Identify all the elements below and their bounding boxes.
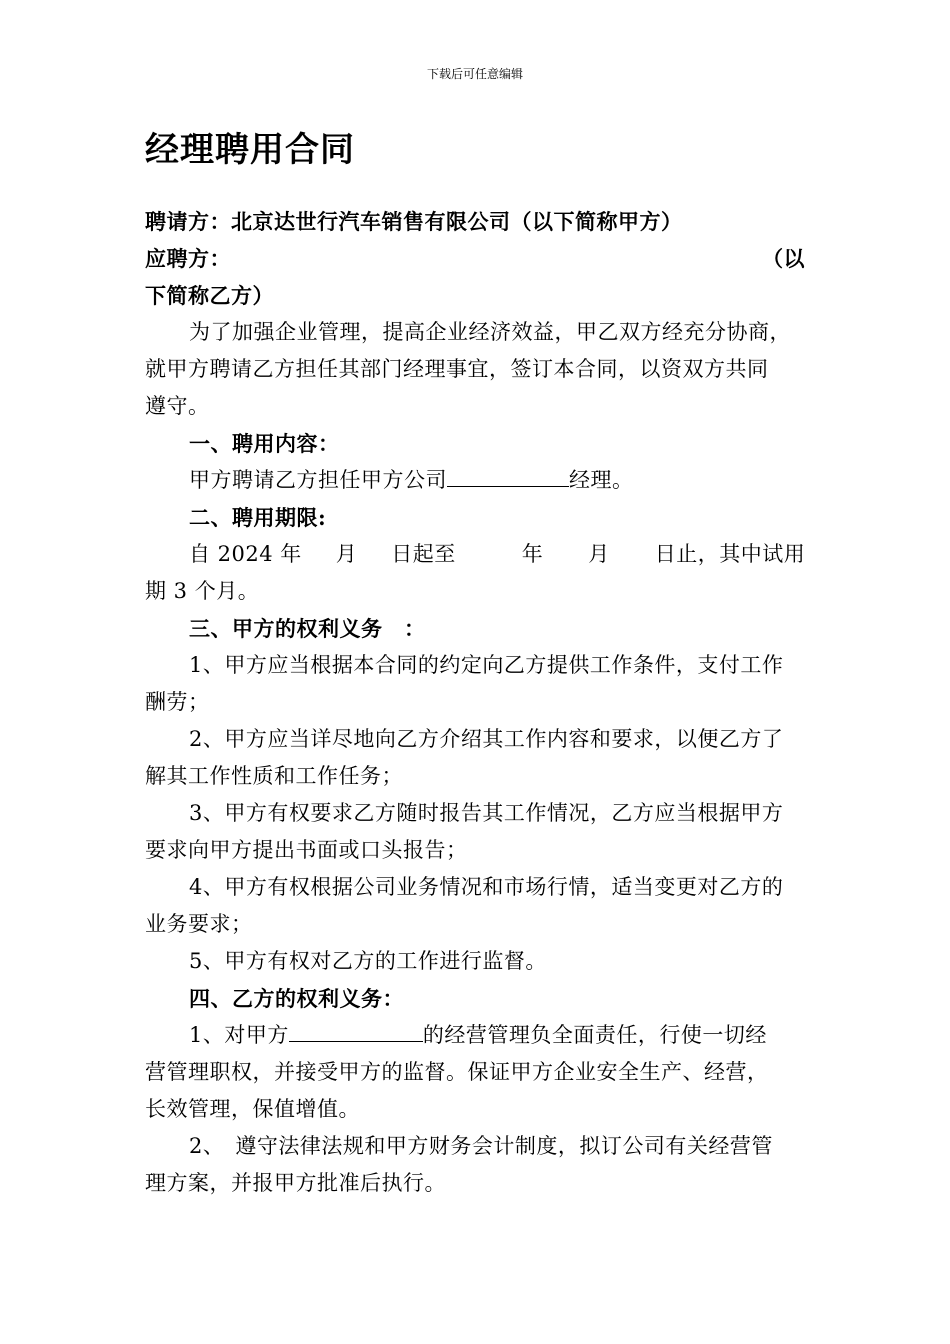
employee-line-cont: 下简称乙方）	[145, 283, 274, 308]
period-end-day: 日止，其中试用	[654, 542, 806, 566]
intro-line-2: 就甲方聘请乙方担任其部门经理事宜，签订本合同，以资双方共同	[145, 357, 769, 381]
section-2-period-cont: 期 3 个月。	[145, 579, 260, 603]
period-start-month: 月	[335, 542, 358, 566]
period-end-month: 月	[588, 542, 610, 566]
header-note: 下载后可任意编辑	[426, 67, 523, 81]
period-end-year: 年	[521, 542, 544, 566]
department-blank	[289, 1019, 423, 1042]
section-2-period	[145, 536, 805, 573]
intro-line-3: 遵守。	[145, 394, 210, 418]
section-1-text-before: 甲方聘请乙方担任甲方公司	[189, 468, 447, 492]
section-3-item-2-cont: 解其工作性质和工作任务；	[145, 764, 403, 788]
section-4-item-2: 2、 遵守法律法规和甲方财务会计制度，拟订公司有关经营管	[189, 1134, 773, 1158]
section-1-text	[145, 462, 805, 499]
section-3-item-3-cont: 要求向甲方提出书面或口头报告；	[145, 838, 468, 862]
section-4-item-1	[145, 1017, 805, 1054]
employee-line	[145, 240, 805, 277]
section-1-text-after: 经理。	[569, 468, 634, 492]
section-2-heading: 二、聘用期限:	[189, 505, 327, 530]
section-4-item-1-line-2: 营管理职权，并接受甲方的监督。保证甲方企业安全生产、经营，	[145, 1060, 769, 1084]
period-start-day: 日起至	[391, 542, 456, 566]
section-3-item-1-cont: 酬劳；	[145, 690, 210, 714]
employee-suffix: （以	[762, 246, 805, 271]
section-3-item-4-cont: 业务要求；	[145, 912, 253, 936]
contract-body	[145, 203, 805, 1202]
employer-line: 聘请方：北京达世行汽车销售有限公司（以下简称甲方）	[145, 209, 683, 234]
period-start-year: 自 2024 年	[189, 542, 302, 566]
section-4-item-1-before: 1、对甲方	[189, 1023, 289, 1047]
section-3-heading: 三、甲方的权利义务 ：	[189, 616, 426, 641]
section-4-heading: 四、乙方的权利义务：	[189, 986, 404, 1011]
position-blank	[447, 464, 569, 487]
section-3-item-4: 4、甲方有权根据公司业务情况和市场行情，适当变更对乙方的	[189, 875, 784, 899]
employee-label: 应聘方：	[145, 246, 231, 271]
section-4-item-2-cont: 理方案，并报甲方批准后执行。	[145, 1171, 446, 1195]
intro-line-1: 为了加强企业管理，提高企业经济效益，甲乙双方经充分协商，	[189, 320, 791, 344]
document-title: 经理聘用合同	[145, 130, 355, 170]
section-1-heading: 一、聘用内容：	[189, 431, 340, 456]
section-4-item-1-after: 的经营管理负全面责任，行使一切经	[422, 1023, 767, 1047]
section-4-item-1-line-3: 长效管理，保值增值。	[145, 1097, 360, 1121]
section-3-item-5: 5、甲方有权对乙方的工作进行监督。	[189, 949, 547, 973]
section-3-item-1: 1、甲方应当根据本合同的约定向乙方提供工作条件，支付工作	[189, 653, 784, 677]
section-3-item-3: 3、甲方有权要求乙方随时报告其工作情况，乙方应当根据甲方	[189, 801, 784, 825]
section-3-item-2: 2、甲方应当详尽地向乙方介绍其工作内容和要求，以便乙方了	[189, 727, 784, 751]
